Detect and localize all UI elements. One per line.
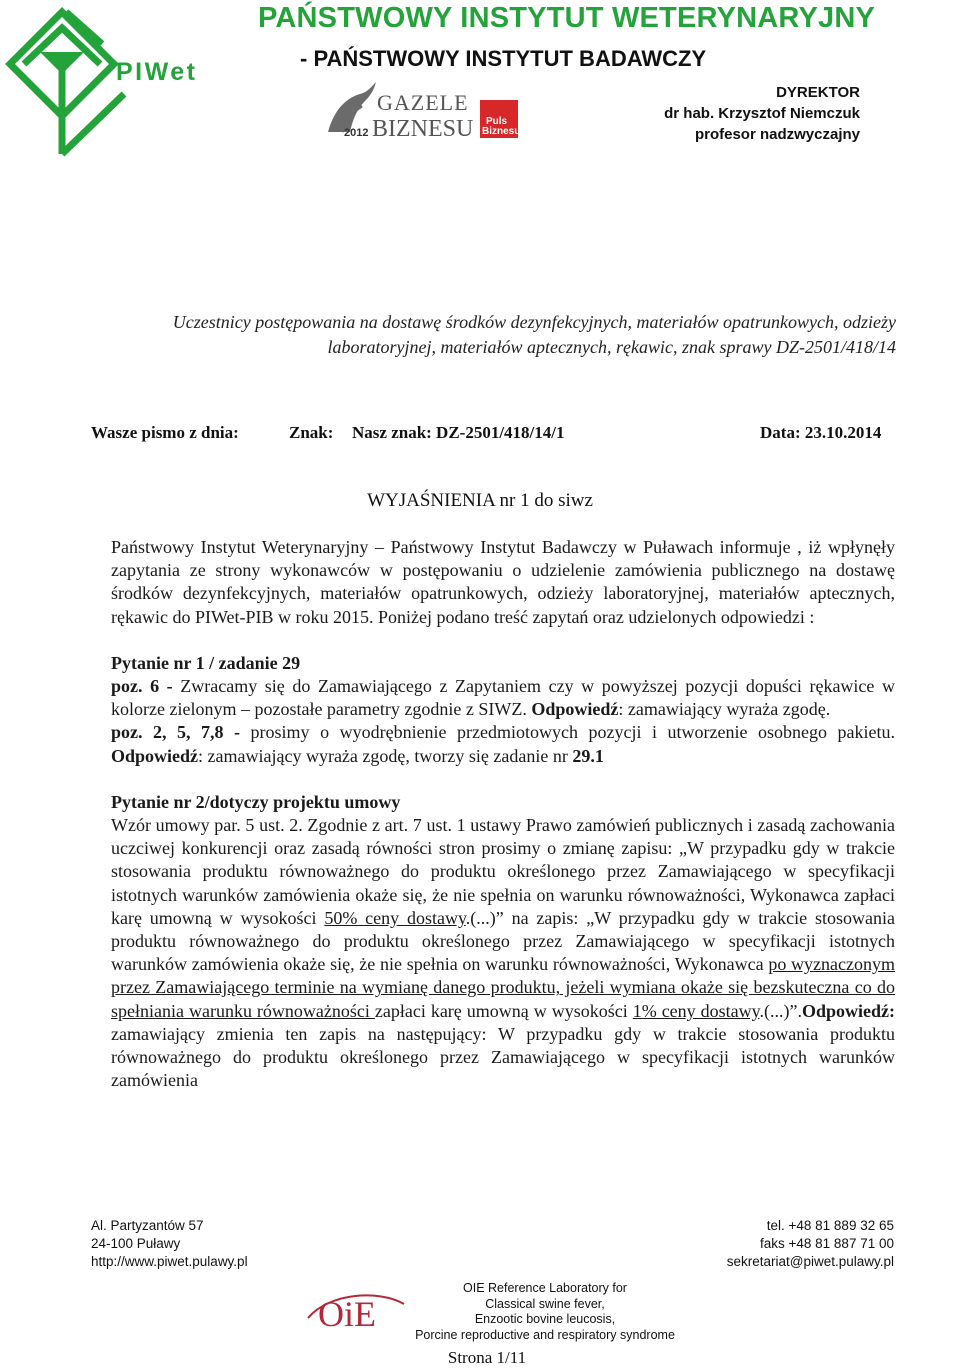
page-number: Strona 1/11 [447,1348,527,1367]
question-1-item-2: poz. 2, 5, 7,8 - prosimy o wyodrębnienie przedmiotowych pozycji i utworzenie osobnego pakietu. Odpowiedź: zamawiający wyraża zgodę, tworzy się zadanie nr 29.1 [111,722,895,766]
recipient-line: laboratoryjnej, materiałów aptecznych, rękawic, znak sprawy DZ-2501/418/14 [327,337,896,357]
your-letter-label: Wasze pismo z dnia: [91,423,239,442]
email-link[interactable]: sekretariat@piwet.pulawy.pl [726,1254,894,1269]
logo-text: PIWet [116,58,198,86]
question-1-heading: Pytanie nr 1 / zadanie 29 [111,652,301,673]
oie-logo-text: OiE [318,1294,376,1334]
document-title: WYJAŚNIENIA nr 1 do siwz [367,490,593,511]
footer-address [91,1217,248,1271]
question-1-item-1: poz. 6 - Zwracamy się do Zamawiającego z Zapytaniem czy w powyższej pozycji dopuści rękawice w kolorze zielonym – pozostałe parametry zgodnie z SIWZ. Odpowiedź: zamawiający wyraża zgodę. [111,676,895,720]
document-body [111,536,895,1092]
oie-line: Classical swine fever, [485,1296,605,1311]
fax: faks +48 81 887 71 00 [760,1236,894,1251]
intro-paragraph: Państwowy Instytut Weterynaryjny – Państwowy Instytut Badawczy w Puławach informuje , iż wpłynęły zapytania ze strony wykonawców w postępowaniu o udzielenie zamówienia publicznego na dostawę środków dezynfekcyjnych, materiałów opatrunkowych, odzieży laboratoryjnej, materiałów aptecznych, rękawic do PIWet-PIB w roku 2015. Poniżej podano treść zapytań oraz udzielonych odpowiedzi : [111,537,895,627]
director-name: dr hab. Krzysztof Niemczuk [664,105,860,122]
footer-contact [600,1217,894,1271]
puls-line2: Biznesu [482,126,521,137]
question-2-heading: Pytanie nr 2/dotyczy projektu umowy [111,791,401,812]
recipient-line: Uczestnicy postępowania na dostawę środków dezynfekcyjnych, materiałów opatrunkowych, odzieży [172,312,896,332]
sign-label: Znak: [289,423,334,442]
gazele-biznesu-badge [320,80,530,140]
director-block [620,82,860,145]
document-date: Data: 23.10.2014 [760,423,882,442]
gazele-line1: GAZELE [377,90,469,115]
institute-name: PAŃSTWOWY INSTYTUT WETERYNARYJNY [258,2,876,34]
gazelle-icon [328,82,376,132]
oie-reference [410,1281,680,1343]
question-2-paragraph: Wzór umowy par. 5 ust. 2. Zgodnie z art. 7 ust. 1 ustawy Prawo zamówień publicznych i zasadą zachowania uczciwej konkurencji oraz zasadą równości stron prosimy o zmianę zapisu: „W przypadku gdy w trakcie stosowania produktu równoważnego do produktu określonego przez Zamawiającego w specyfikacji istotnych warunków zamówienia okaże się, że nie spełnia on warunku równoważności, Wykonawca zapłaci karę umowną w wysokości 50% ceny dostawy.(...)” na zapis: „W przypadku gdy w trakcie stosowania produktu równoważnego do produktu określonego przez Zamawiającego w specyfikacji istotnych warunków zamówienia okaże się, że nie spełnia on warunku równoważności, Wykonawca po wyznaczonym przez Zamawiającego terminie na wymianę danego produktu, jeżeli wymiana okaże się bezskuteczna co do spełniania warunku równoważności zapłaci karę umowną w wysokości 1% ceny dostawy.(...)”.Odpowiedź: zamawiający zmienia ten zapis na następujący: W przypadku gdy w trakcie stosowania produktu równoważnego do produktu określonego przez Zamawiającego w specyfikacji istotnych warunków zamówienia [111,815,895,1091]
oie-line: OIE Reference Laboratory for [463,1281,627,1295]
website-link[interactable]: http://www.piwet.pulawy.pl [91,1254,248,1269]
director-title: DYREKTOR [776,84,860,101]
oie-logo-icon [300,1282,410,1334]
our-sign: Nasz znak: DZ-2501/418/14/1 [352,423,565,442]
phone: tel. +48 81 889 32 65 [766,1218,894,1233]
gazele-year: 2012 [344,127,369,139]
address-line: 24-100 Puławy [91,1236,181,1251]
director-role: profesor nadzwyczajny [694,126,860,143]
oie-line: Enzootic bovine leucosis, [474,1312,616,1326]
piwet-logo-icon [4,4,244,164]
puls-line1: Puls [486,116,508,127]
oie-line: Porcine reproductive and respiratory syndrome [415,1327,675,1342]
address-line: Al. Partyzantów 57 [91,1218,204,1233]
institute-subtitle: - PAŃSTWOWY INSTYTUT BADAWCZY [300,46,707,71]
gazele-line2: BIZNESU [372,116,474,140]
recipient [100,310,896,360]
